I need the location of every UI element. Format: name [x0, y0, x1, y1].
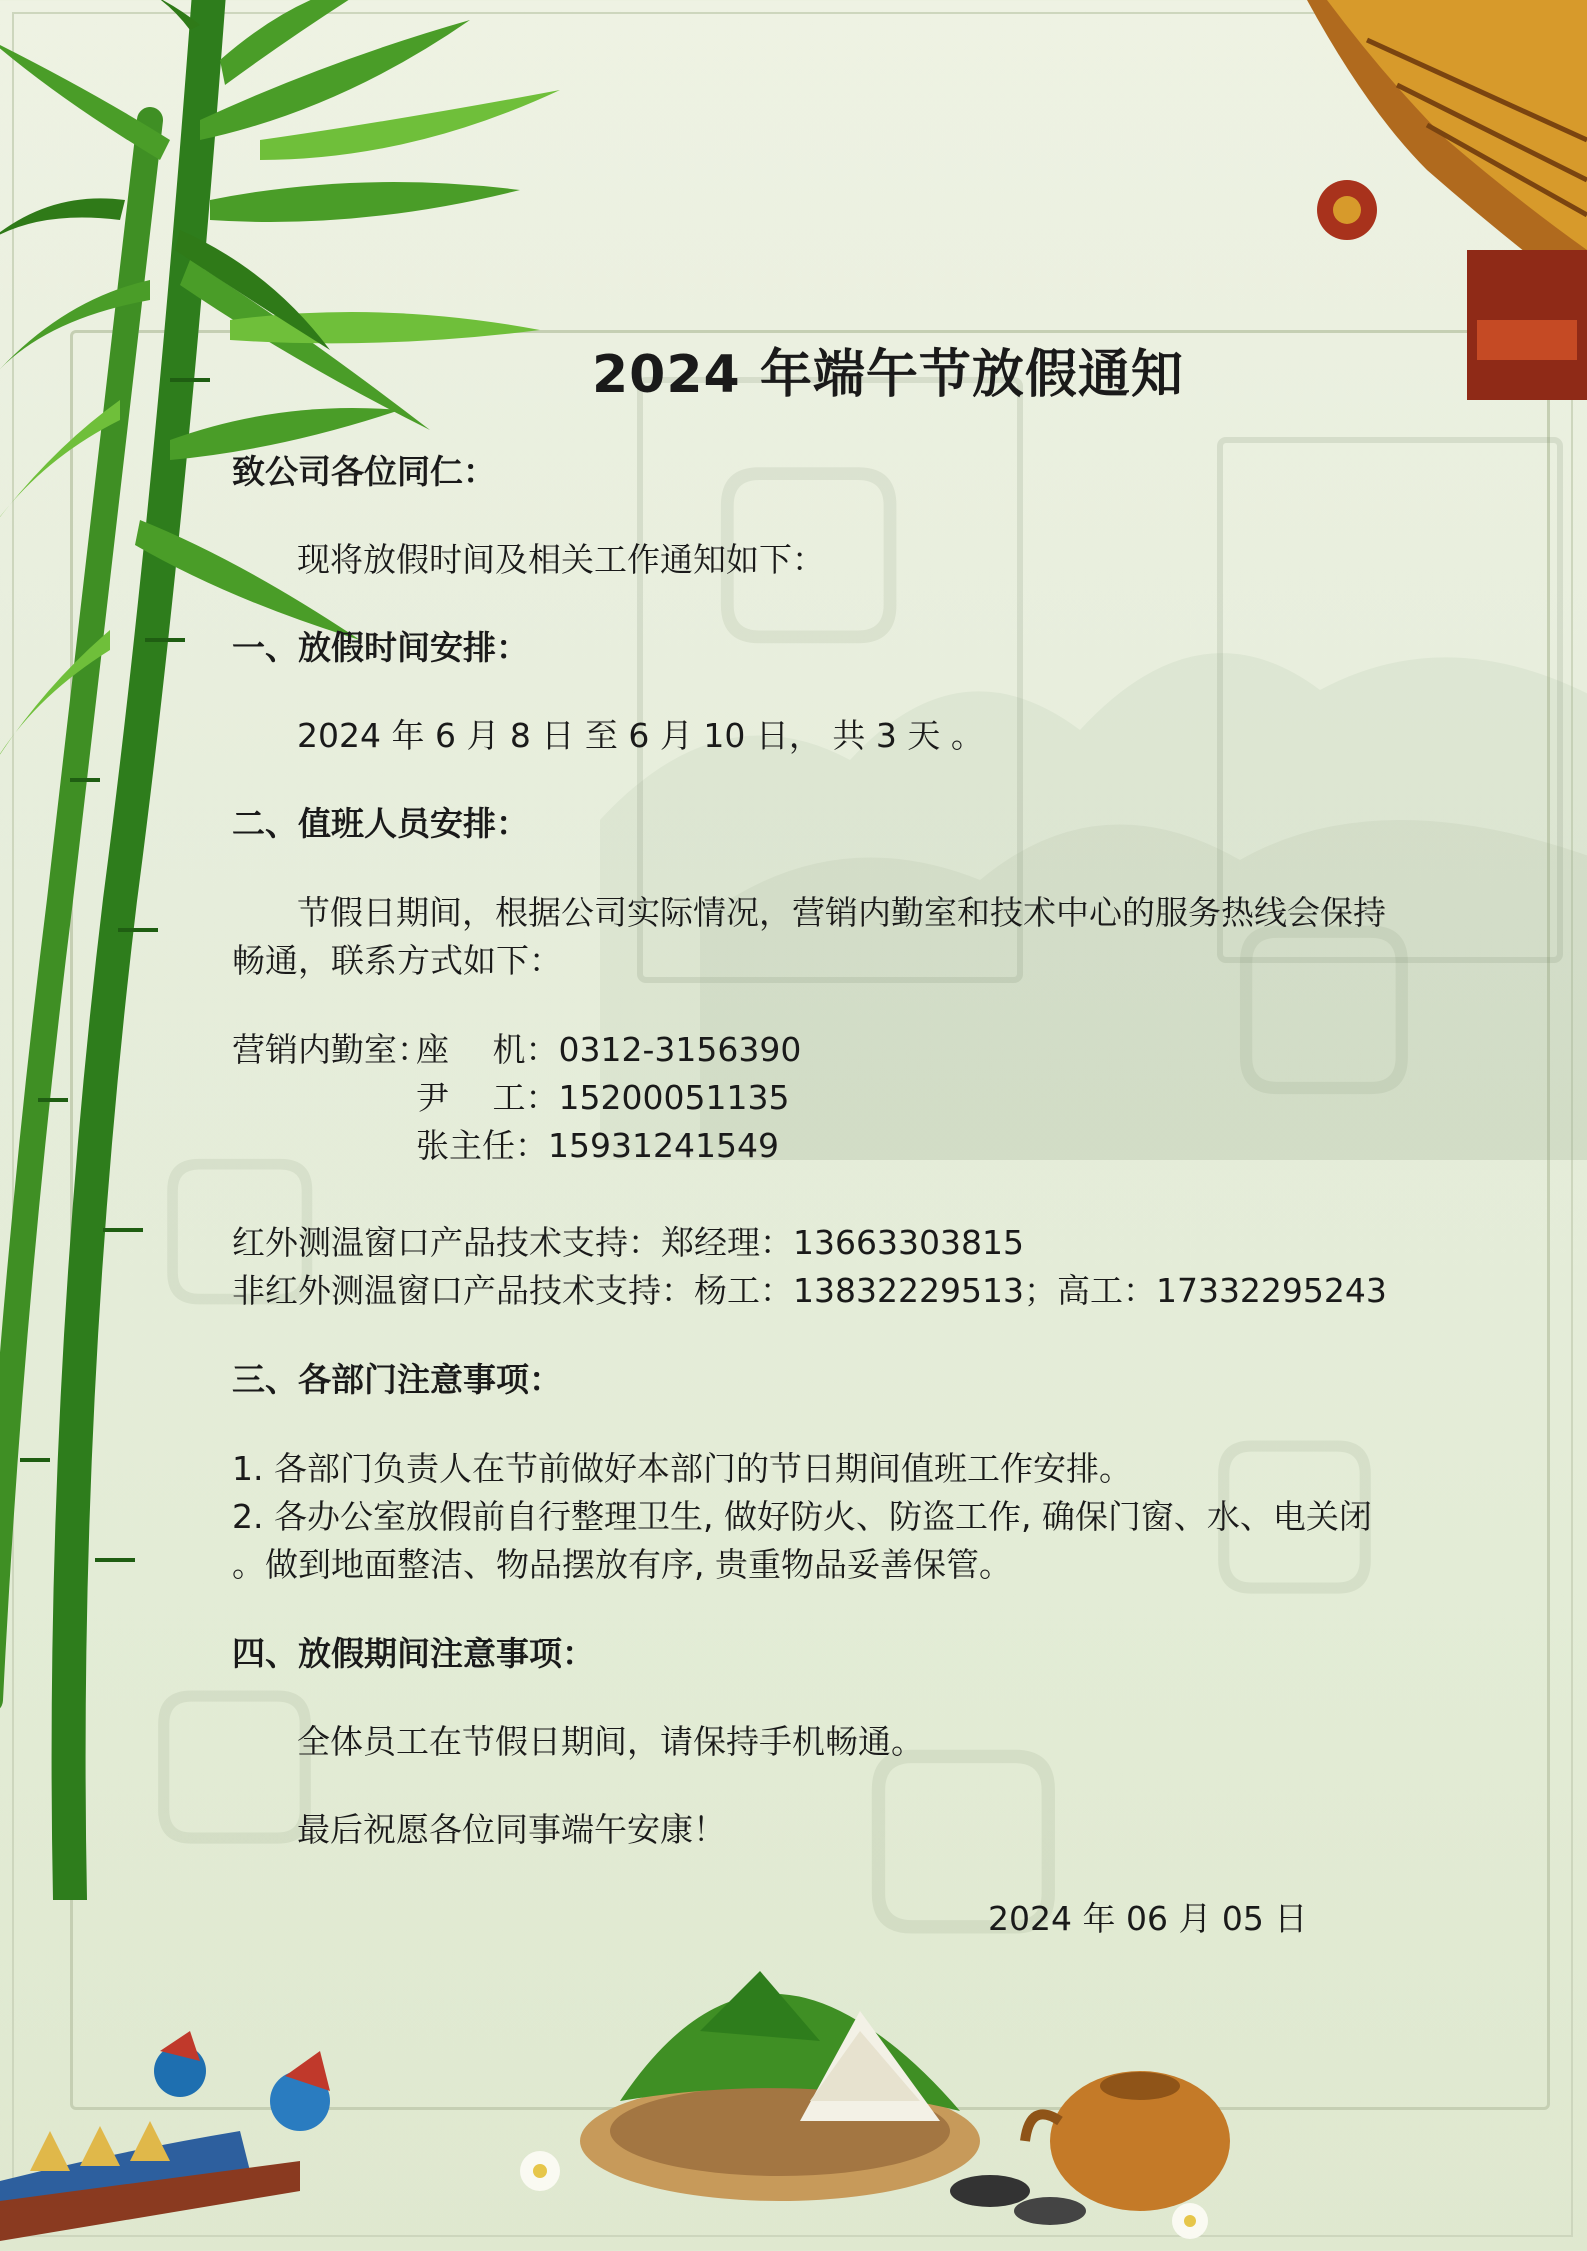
- watermark-glyph: ▢: [140, 1632, 329, 1867]
- dragon-boat-zongzi-illustration: [0, 1951, 1587, 2251]
- closing-greeting: 最后祝愿各位同事端午安康！: [297, 1810, 726, 1849]
- duty-arrangement-line2: 畅通，联系方式如下：: [232, 941, 562, 980]
- office-label: 营销内勤室：: [232, 1030, 430, 1069]
- contact-row: [232, 1026, 801, 1074]
- watermark-glyph: ▢: [850, 1679, 1077, 1961]
- duty-arrangement-line1: 节假日期间，根据公司实际情况，营销内勤室和技术中心的服务热线会保持: [297, 893, 1386, 932]
- section3-heading: 三、各部门注意事项：: [232, 1360, 562, 1399]
- contact-name: 张主任：: [416, 1126, 548, 1165]
- contact-name: 座 机：: [416, 1030, 559, 1069]
- non-ir-support-contact: 非红外测温窗口产品技术支持：杨工：13832229513；高工：17332295243: [232, 1271, 1387, 1310]
- contact-name: 尹 工：: [416, 1078, 559, 1117]
- watermark-glyph: ▢: [700, 400, 918, 670]
- intro-text: 现将放假时间及相关工作通知如下：: [297, 540, 825, 579]
- contact-phone: 15200051135: [558, 1078, 790, 1117]
- section1-heading: 一、放假时间安排：: [232, 628, 529, 667]
- contact-phone: 0312-3156390: [558, 1030, 802, 1069]
- contact-row: [416, 1122, 779, 1170]
- department-note-2-line2: 。做到地面整洁、物品摆放有序, 贵重物品妥善保管。: [232, 1545, 1012, 1584]
- greeting: 致公司各位同仁：: [232, 452, 496, 491]
- contact-row: [416, 1074, 789, 1122]
- holiday-dates: 2024 年 6 月 8 日 至 6 月 10 日， 共 3 天 。: [297, 716, 984, 755]
- ir-support-contact: 红外测温窗口产品技术支持：郑经理：13663303815: [232, 1223, 1024, 1262]
- watermark-glyph: ▢: [1200, 1382, 1389, 1617]
- watermark-glyph: ▢: [150, 1103, 330, 1326]
- holiday-note: 全体员工在节假日期间，请保持手机畅通。: [297, 1722, 924, 1761]
- section4-heading: 四、放假期间注意事项：: [232, 1634, 595, 1673]
- contact-phone: 15931241549: [548, 1126, 779, 1165]
- department-note-2-line1: 2. 各办公室放假前自行整理卫生, 做好防火、防盗工作, 确保门窗、水、电关闭: [232, 1497, 1372, 1536]
- section2-heading: 二、值班人员安排：: [232, 804, 529, 843]
- notice-title: 2024 年端午节放假通知: [592, 345, 1184, 405]
- department-note-1: 1. 各部门负责人在节前做好本部门的节日期间值班工作安排。: [232, 1449, 1132, 1488]
- notice-date: 2024 年 06 月 05 日: [988, 1899, 1308, 1938]
